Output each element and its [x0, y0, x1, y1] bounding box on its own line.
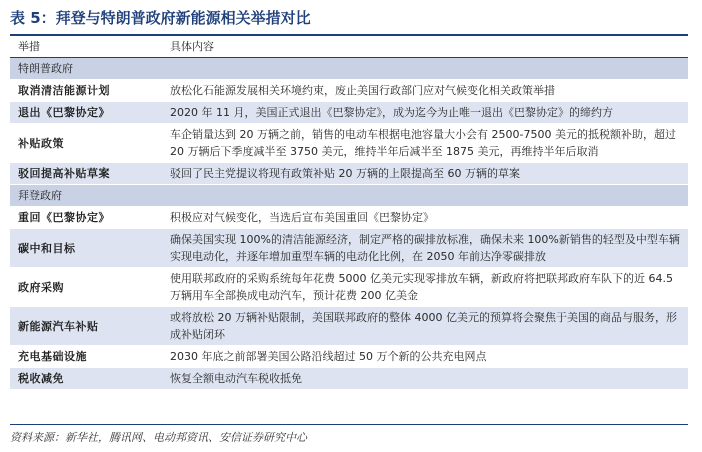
content-cell: 2030 年底之前部署美国公路沿线超过 50 万个新的公共充电网点 — [162, 346, 688, 368]
table-row — [10, 307, 688, 346]
content-cell: 积极应对气候变化，当选后宣布美国重回《巴黎协定》 — [162, 207, 688, 229]
table-row — [10, 163, 688, 185]
section-row-trump — [10, 58, 688, 80]
table-row — [10, 346, 688, 368]
table-row — [10, 268, 688, 307]
section-label: 特朗普政府 — [10, 58, 688, 80]
comparison-table — [10, 36, 688, 390]
section-row-biden — [10, 185, 688, 207]
measure-cell: 补贴政策 — [10, 124, 162, 163]
content-cell: 放松化石能源发展相关环境约束，废止美国行政部门应对气候变化相关政策举措 — [162, 80, 688, 102]
measure-cell: 税收减免 — [10, 368, 162, 390]
measure-cell: 碳中和目标 — [10, 229, 162, 268]
table-row — [10, 124, 688, 163]
table-row — [10, 368, 688, 390]
measure-cell: 政府采购 — [10, 268, 162, 307]
content-cell: 车企销量达到 20 万辆之前，销售的电动车根据电池容量大小会有 2500-7500 美元的抵税额补助，超过 20 万辆后下季度减半至 3750 美元，维持半年后减半至 1875 美元，再维持半年后取消 — [162, 124, 688, 163]
table-row — [10, 102, 688, 124]
source-note: 资料来源：新华社，腾讯网、电动邦资讯、安信证券研究中心 — [10, 431, 307, 444]
header-measure: 举措 — [10, 36, 162, 58]
comparison-table-wrapper — [10, 36, 688, 390]
measure-cell: 取消清洁能源计划 — [10, 80, 162, 102]
measure-cell: 重回《巴黎协定》 — [10, 207, 162, 229]
measure-cell: 驳回提高补贴草案 — [10, 163, 162, 185]
table-row — [10, 207, 688, 229]
measure-cell: 充电基础设施 — [10, 346, 162, 368]
table-row — [10, 229, 688, 268]
content-cell: 或将放松 20 万辆补贴限制，美国联邦政府的整体 4000 亿美元的预算将会聚焦于美国的商品与服务，形成补贴闭环 — [162, 307, 688, 346]
content-cell: 使用联邦政府的采购系统每年花费 5000 亿美元实现零排放车辆，新政府将把联邦政府车队下的近 64.5 万辆用车全部换成电动汽车，预计花费 200 亿美金 — [162, 268, 688, 307]
content-cell: 2020 年 11 月，美国正式退出《巴黎协定》，成为迄今为止唯一退出《巴黎协定》的缔约方 — [162, 102, 688, 124]
content-cell: 确保美国实现 100%的清洁能源经济，制定严格的碳排放标准，确保未来 100%新销售的轻型及中型车辆实现电动化，并逐年增加重型车辆的电动化比例，在 2050 年前达净零碳排放 — [162, 229, 688, 268]
content-cell: 恢复全额电动汽车税收抵免 — [162, 368, 688, 390]
section-label: 拜登政府 — [10, 185, 688, 207]
table-row — [10, 80, 688, 102]
table-title: 表 5：拜登与特朗普政府新能源相关举措对比 — [10, 9, 311, 27]
measure-cell: 新能源汽车补贴 — [10, 307, 162, 346]
measure-cell: 退出《巴黎协定》 — [10, 102, 162, 124]
content-cell: 驳回了民主党提议将现有政策补贴 20 万辆的上限提高至 60 万辆的草案 — [162, 163, 688, 185]
table-header-row — [10, 36, 688, 58]
bottom-rule — [10, 424, 688, 425]
header-content: 具体内容 — [162, 36, 688, 58]
